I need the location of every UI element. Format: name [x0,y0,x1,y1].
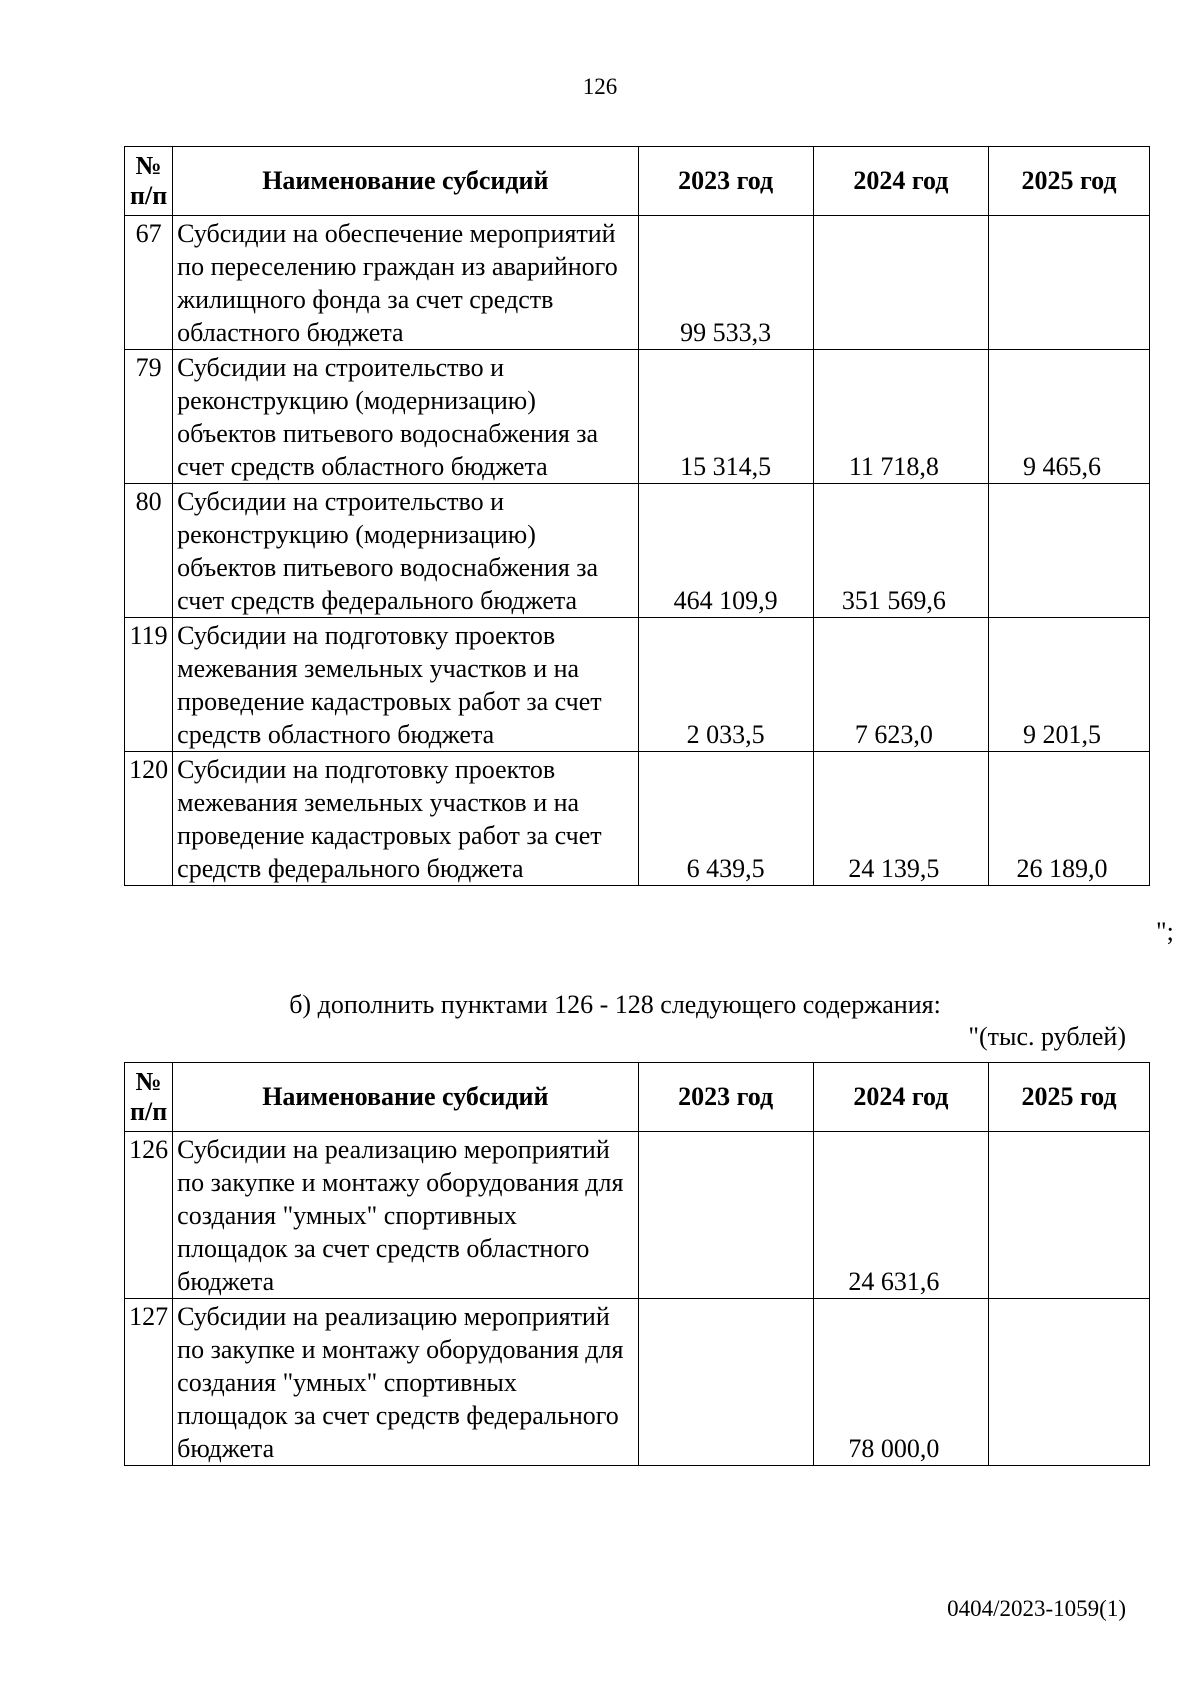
row-name: Субсидии на строительство и реконструкцию (модернизацию) объектов питьевого водоснабжения за счет средств федерального бюджета [173,484,638,618]
table-row [125,216,1150,350]
row-number: 79 [125,350,173,484]
row-number: 120 [125,752,173,886]
header-2025: 2025 год [988,1063,1149,1132]
header-2024: 2024 год [813,1063,988,1132]
row-value-2023 [638,1132,813,1299]
row-name: Субсидии на реализацию мероприятий по закупке и монтажу оборудования для создания "умных" спортивных площадок за счет средств федерального бюджета [173,1299,638,1466]
row-value-2023: 464 109,9 [638,484,813,618]
row-value-2025 [988,1299,1149,1466]
row-number: 80 [125,484,173,618]
row-value-2024: 351 569,6 [813,484,988,618]
row-name: Субсидии на подготовку проектов межевания земельных участков и на проведение кадастровых работ за счет средств областного бюджета [173,618,638,752]
unit-label: "(тыс. рублей) [968,1022,1126,1051]
table-header-row [125,1063,1150,1132]
header-2024: 2024 год [813,147,988,216]
row-name: Субсидии на обеспечение мероприятий по переселению граждан из аварийного жилищного фонда за счет средств областного бюджета [173,216,638,350]
row-number: 126 [125,1132,173,1299]
row-value-2024: 24 139,5 [813,752,988,886]
table-row [125,618,1150,752]
header-name: Наименование субсидий [173,1063,638,1132]
row-value-2025: 26 189,0 [988,752,1149,886]
header-2025: 2025 год [988,147,1149,216]
header-name: Наименование субсидий [173,147,638,216]
row-number: 67 [125,216,173,350]
header-number: № п/п [125,1063,173,1132]
amendment-note: б) дополнить пунктами 126 - 128 следующего содержания: [289,990,941,1019]
row-value-2024: 24 631,6 [813,1132,988,1299]
row-value-2023: 6 439,5 [638,752,813,886]
row-value-2024: 7 623,0 [813,618,988,752]
row-value-2025 [988,1132,1149,1299]
subsidies-table-existing [124,146,1150,886]
row-number: 119 [125,618,173,752]
row-value-2023: 99 533,3 [638,216,813,350]
header-number: № п/п [125,147,173,216]
row-value-2024 [813,216,988,350]
row-value-2025: 9 465,6 [988,350,1149,484]
subsidies-table-added [124,1062,1150,1466]
row-value-2024: 78 000,0 [813,1299,988,1466]
page-number: 126 [582,74,618,99]
row-value-2025 [988,484,1149,618]
row-value-2023: 2 033,5 [638,618,813,752]
header-2023: 2023 год [638,1063,813,1132]
document-code: 0404/2023-1059(1) [947,1596,1126,1621]
row-name: Субсидии на реализацию мероприятий по закупке и монтажу оборудования для создания "умных" спортивных площадок за счет средств областного бюджета [173,1132,638,1299]
row-value-2025 [988,216,1149,350]
row-number: 127 [125,1299,173,1466]
row-name: Субсидии на строительство и реконструкцию (модернизацию) объектов питьевого водоснабжения за счет средств областного бюджета [173,350,638,484]
table-header-row [125,147,1150,216]
row-value-2023: 15 314,5 [638,350,813,484]
table-row [125,752,1150,886]
table-row [125,1132,1150,1299]
closing-quote-mark: "; [1156,917,1174,946]
header-2023: 2023 год [638,147,813,216]
table-row [125,484,1150,618]
table-row [125,350,1150,484]
row-name: Субсидии на подготовку проектов межевания земельных участков и на проведение кадастровых работ за счет средств федерального бюджета [173,752,638,886]
row-value-2024: 11 718,8 [813,350,988,484]
table-row [125,1299,1150,1466]
row-value-2025: 9 201,5 [988,618,1149,752]
row-value-2023 [638,1299,813,1466]
